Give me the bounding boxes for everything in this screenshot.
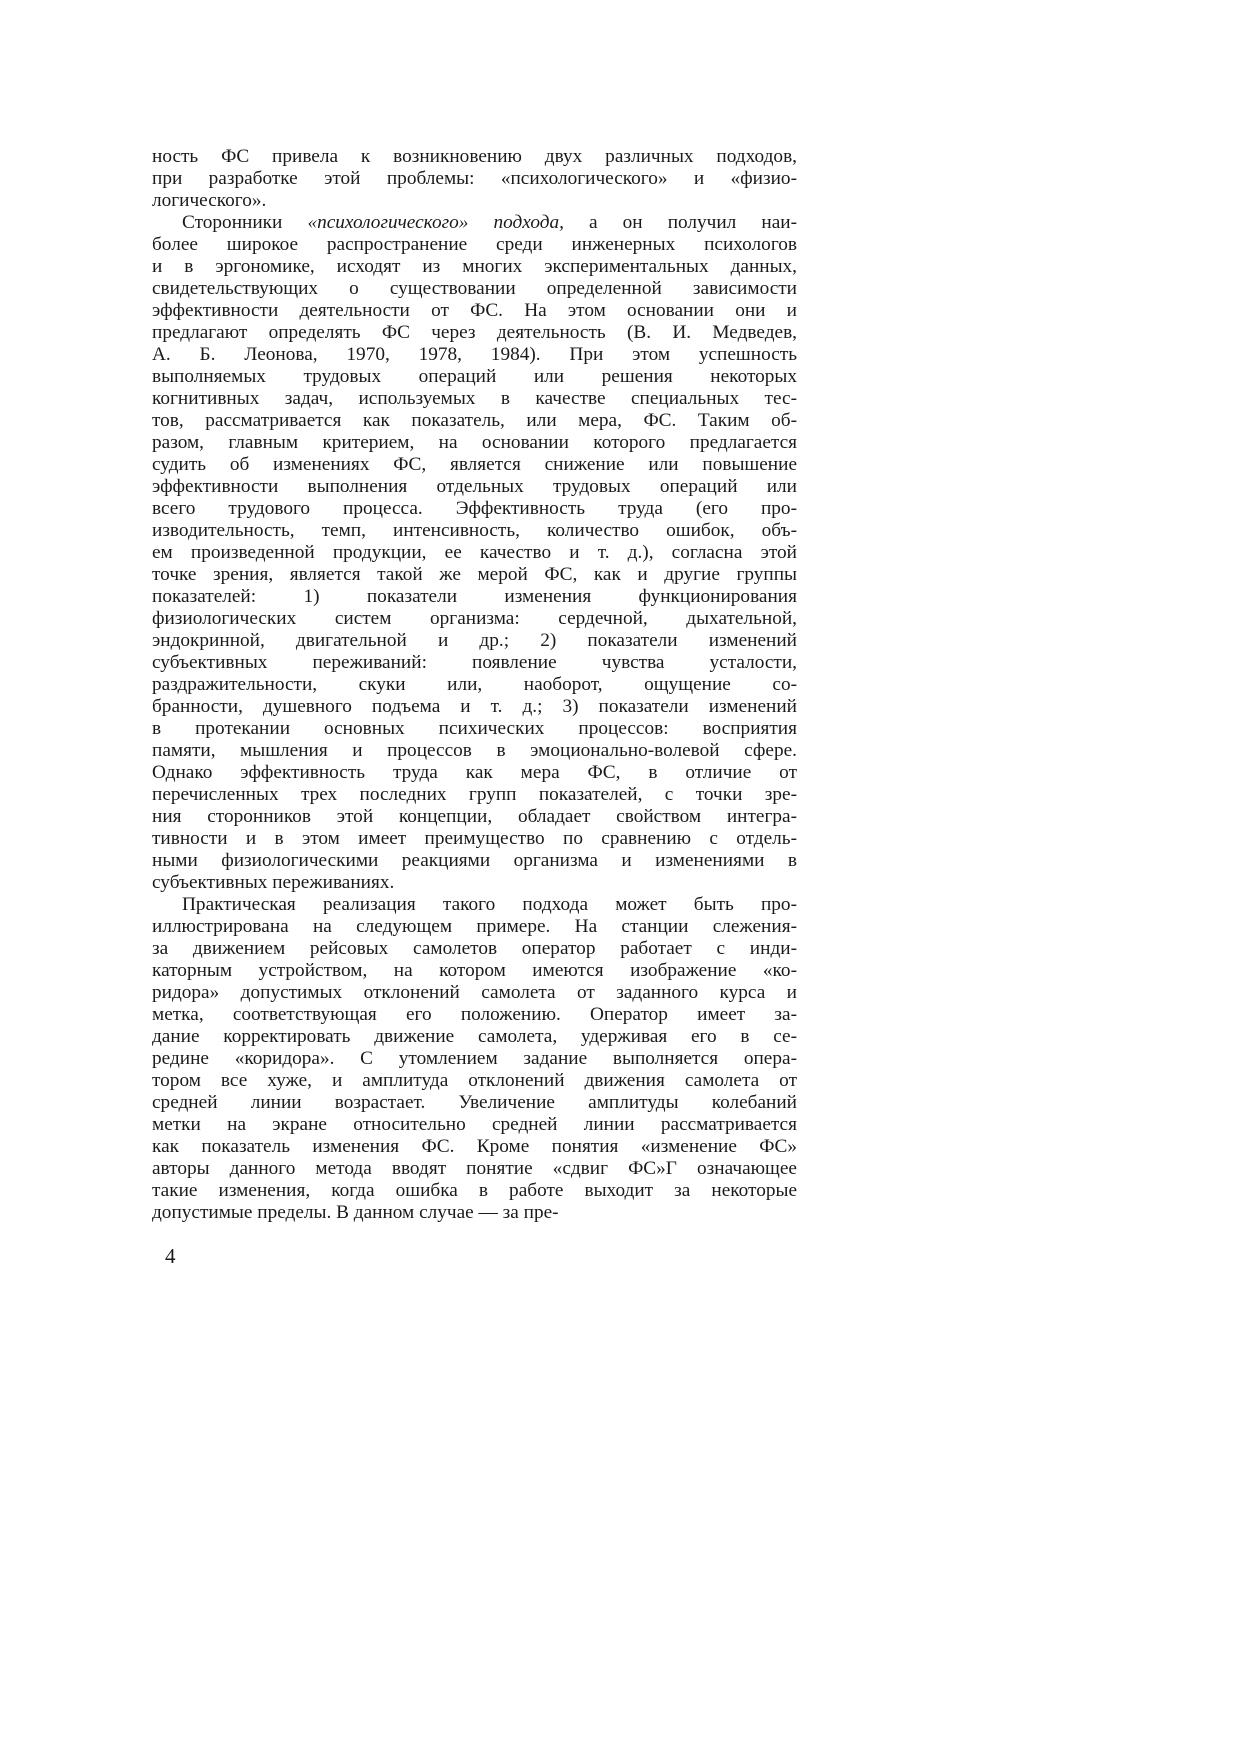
text-line: выполняемых трудовых операций или решения некоторых [152,366,797,387]
emphasized-phrase: «психологического» подхода, [307,212,564,233]
text-line: перечисленных трех последних групп показателей, с точки зре- [152,784,797,805]
text-line: субъективных переживаниях. [152,872,395,893]
text-line: метки на экране относительно средней линии рассматривается [152,1114,797,1135]
text-line: и в эргономике, исходят из многих экспериментальных данных, [152,256,797,277]
text-line: ными физиологическими реакциями организма и изменениями в [152,850,797,871]
text-line: разом, главным критерием, на основании которого предлагается [152,432,797,453]
text-line: всего трудового процесса. Эффективность труда (его про- [152,498,797,519]
text-line: памяти, мышления и процессов в эмоционально-волевой сфере. [152,740,797,761]
text-line: метка, соответствующая его положению. Оператор имеет за- [152,1004,797,1025]
text-line: за движением рейсовых самолетов оператор работает с инди- [152,938,797,959]
text-line: иллюстрирована на следующем примере. На станции слежения- [152,916,797,937]
text-line: Практическая реализация такого подхода может быть про- [182,894,797,915]
text-line: судить об изменениях ФС, является снижение или повышение [152,454,797,475]
text-line: изводительность, темп, интенсивность, количество ошибок, объ- [152,520,797,541]
text-line: показателей: 1) показатели изменения функционирования [152,586,797,607]
text-line: эндокринной, двигательной и др.; 2) показатели изменений [152,630,797,651]
text-line: ем произведенной продукции, ее качество и т. д.), согласна этой [152,542,797,563]
text-line: такие изменения, когда ошибка в работе выходит за некоторые [152,1180,797,1201]
text-line: Сторонники «психологического» подхода, а он получил наи- [182,212,797,233]
text-line: эффективности деятельности от ФС. На этом основании они и [152,300,797,321]
text-line: тов, рассматривается как показатель, или мера, ФС. Таким об- [152,410,797,431]
text-line: ность ФС привела к возникновению двух различных подходов, [152,146,797,167]
text-line: субъективных переживаний: появление чувства усталости, [152,652,797,673]
text-line: тивности и в этом имеет преимущество по сравнению с отдель- [152,828,797,849]
body-text [152,146,797,1224]
text-line: ния сторонников этой концепции, обладает свойством интегра- [152,806,797,827]
text-line: точке зрения, является такой же мерой ФС, как и другие группы [152,564,797,585]
text-line: логического». [152,190,267,211]
text-line: каторным устройством, на котором имеются изображение «ко- [152,960,797,981]
text-line: средней линии возрастает. Увеличение амплитуды колебаний [152,1092,797,1113]
text-line: при разработке этой проблемы: «психологического» и «физио- [152,168,797,189]
text-line: А. Б. Леонова, 1970, 1978, 1984). При этом успешность [152,344,797,365]
text-line: эффективности выполнения отдельных трудовых операций или [152,476,797,497]
text-line: как показатель изменения ФС. Кроме понятия «изменение ФС» [152,1136,797,1157]
text-line: раздражительности, скуки или, наоборот, ощущение со- [152,674,797,695]
text-line: свидетельствующих о существовании определенной зависимости [152,278,797,299]
text-line: предлагают определять ФС через деятельность (В. И. Медведев, [152,322,797,343]
text-line: бранности, душевного подъема и т. д.; 3) показатели изменений [152,696,797,717]
text-line: авторы данного метода вводят понятие «сдвиг ФС»Г означающее [152,1158,797,1179]
text-line: ридора» допустимых отклонений самолета от заданного курса и [152,982,797,1003]
text-line: редине «коридора». С утомлением задание выполняется опера- [152,1048,797,1069]
text-line: когнитивных задач, используемых в качестве специальных тес- [152,388,797,409]
text-line: допустимые пределы. В данном случае — за пре- [152,1202,559,1223]
text-line: тором все хуже, и амплитуда отклонений движения самолета от [152,1070,797,1091]
text-line: в протекании основных психических процессов: восприятия [152,718,797,739]
page-number: 4 [165,1244,176,1268]
text-line: более широкое распространение среди инженерных психологов [152,234,797,255]
text-line: дание корректировать движение самолета, удерживая его в се- [152,1026,797,1047]
text-line: физиологических систем организма: сердечной, дыхательной, [152,608,797,629]
text-line: Однако эффективность труда как мера ФС, в отличие от [152,762,797,783]
